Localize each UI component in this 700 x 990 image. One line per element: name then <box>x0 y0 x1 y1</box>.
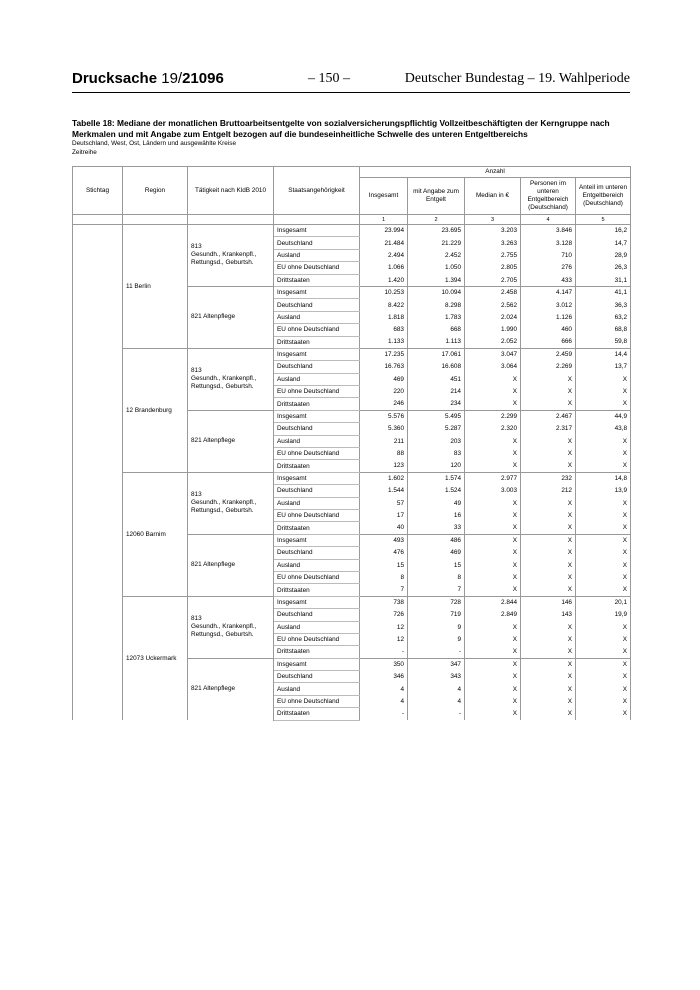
staatsangehoerigkeit-cell: Ausland <box>274 559 360 571</box>
value-cell: X <box>521 695 576 707</box>
value-cell: 16.763 <box>360 361 408 373</box>
value-cell: X <box>465 435 521 447</box>
value-cell: 23.695 <box>408 225 465 237</box>
value-cell: X <box>576 683 631 695</box>
value-cell: X <box>465 646 521 658</box>
value-cell: 1.126 <box>521 311 576 323</box>
value-cell: 2.805 <box>465 262 521 274</box>
staatsangehoerigkeit-cell: Insgesamt <box>274 472 360 484</box>
staatsangehoerigkeit-cell: Ausland <box>274 497 360 509</box>
value-cell: X <box>576 522 631 534</box>
value-cell: X <box>576 398 631 410</box>
value-cell: X <box>576 571 631 583</box>
staatsangehoerigkeit-cell: Drittstaaten <box>274 522 360 534</box>
staatsangehoerigkeit-cell: EU ohne Deutschland <box>274 448 360 460</box>
value-cell: 4 <box>408 683 465 695</box>
value-cell: 3.203 <box>465 225 521 237</box>
value-cell: 2.755 <box>465 249 521 261</box>
value-cell: 8 <box>360 571 408 583</box>
value-cell: 2.317 <box>521 423 576 435</box>
value-cell: 12 <box>360 621 408 633</box>
value-cell: 9 <box>408 633 465 645</box>
staatsangehoerigkeit-cell: Drittstaaten <box>274 336 360 348</box>
value-cell: X <box>576 509 631 521</box>
value-cell: X <box>465 584 521 596</box>
value-cell: 2.849 <box>465 609 521 621</box>
value-cell: X <box>465 534 521 546</box>
value-cell: 17.235 <box>360 348 408 360</box>
value-cell: 57 <box>360 497 408 509</box>
taetigkeit-cell: 821 Altenpflege <box>188 286 274 348</box>
value-cell: 23.994 <box>360 225 408 237</box>
value-cell: 2.705 <box>465 274 521 286</box>
value-cell: 16 <box>408 509 465 521</box>
value-cell: 21.229 <box>408 237 465 249</box>
col-number-3: 3 <box>465 215 521 225</box>
value-cell: X <box>576 621 631 633</box>
document-number: Drucksache 19/21096 <box>72 70 224 87</box>
value-cell: 2.458 <box>465 286 521 298</box>
value-cell: 12 <box>360 633 408 645</box>
value-cell: 4 <box>360 695 408 707</box>
value-cell: 10.094 <box>408 286 465 298</box>
value-cell: 1.818 <box>360 311 408 323</box>
value-cell: 5.495 <box>408 410 465 422</box>
value-cell: 120 <box>408 460 465 472</box>
staatsangehoerigkeit-cell: Deutschland <box>274 237 360 249</box>
col-number-2: 2 <box>408 215 465 225</box>
staatsangehoerigkeit-cell: Drittstaaten <box>274 398 360 410</box>
value-cell: 20,1 <box>576 596 631 608</box>
table-row <box>73 225 631 237</box>
value-cell: 1.574 <box>408 472 465 484</box>
value-cell: - <box>408 708 465 720</box>
value-cell: 26,3 <box>576 262 631 274</box>
staatsangehoerigkeit-cell: Deutschland <box>274 299 360 311</box>
value-cell: 10.253 <box>360 286 408 298</box>
col-anzahl: Anzahl <box>360 167 631 178</box>
page-header <box>72 70 630 92</box>
value-cell: X <box>576 373 631 385</box>
value-cell: 17 <box>360 509 408 521</box>
value-cell: 710 <box>521 249 576 261</box>
value-cell: 36,3 <box>576 299 631 311</box>
value-cell: 3.128 <box>521 237 576 249</box>
value-cell: 3.064 <box>465 361 521 373</box>
publisher: Deutscher Bundestag – 19. Wahlperiode <box>404 71 630 86</box>
staatsangehoerigkeit-cell: Insgesamt <box>274 225 360 237</box>
staatsangehoerigkeit-cell: EU ohne Deutschland <box>274 509 360 521</box>
staatsangehoerigkeit-cell: Drittstaaten <box>274 584 360 596</box>
value-cell: 1.990 <box>465 324 521 336</box>
value-cell: X <box>576 559 631 571</box>
value-cell: X <box>576 584 631 596</box>
value-cell: 2.024 <box>465 311 521 323</box>
value-cell: 347 <box>408 658 465 670</box>
value-cell: 1.544 <box>360 485 408 497</box>
value-cell: X <box>521 671 576 683</box>
value-cell: 343 <box>408 671 465 683</box>
value-cell: 1.066 <box>360 262 408 274</box>
col-stichtag: Stichtag <box>73 167 123 215</box>
value-cell: 3.846 <box>521 225 576 237</box>
staatsangehoerigkeit-cell: Deutschland <box>274 361 360 373</box>
value-cell: X <box>576 386 631 398</box>
value-cell: 668 <box>408 324 465 336</box>
staatsangehoerigkeit-cell: Ausland <box>274 621 360 633</box>
value-cell: X <box>465 547 521 559</box>
value-cell: X <box>521 373 576 385</box>
value-cell: 1.133 <box>360 336 408 348</box>
staatsangehoerigkeit-cell: Deutschland <box>274 485 360 497</box>
taetigkeit-cell: 813 Gesundh., Krankenpfl., Rettungsd., Geburtsh. <box>188 596 274 658</box>
value-cell: 33 <box>408 522 465 534</box>
staatsangehoerigkeit-cell: Ausland <box>274 311 360 323</box>
value-cell: X <box>521 658 576 670</box>
value-cell: 19,9 <box>576 609 631 621</box>
value-cell: X <box>521 509 576 521</box>
region-cell: 12 Brandenburg <box>123 348 188 472</box>
value-cell: 738 <box>360 596 408 608</box>
value-cell: 2.269 <box>521 361 576 373</box>
value-cell: - <box>360 708 408 720</box>
value-cell: 4 <box>360 683 408 695</box>
value-cell: X <box>576 460 631 472</box>
value-cell: 350 <box>360 658 408 670</box>
value-cell: X <box>465 509 521 521</box>
value-cell: 1.783 <box>408 311 465 323</box>
value-cell: 2.452 <box>408 249 465 261</box>
value-cell: 7 <box>360 584 408 596</box>
taetigkeit-cell: 813 Gesundh., Krankenpfl., Rettungsd., Geburtsh. <box>188 348 274 410</box>
value-cell: 15 <box>360 559 408 571</box>
value-cell: 493 <box>360 534 408 546</box>
value-cell: 211 <box>360 435 408 447</box>
staatsangehoerigkeit-cell: Ausland <box>274 373 360 385</box>
value-cell: 1.394 <box>408 274 465 286</box>
value-cell: 232 <box>521 472 576 484</box>
value-cell: X <box>521 571 576 583</box>
value-cell: X <box>576 646 631 658</box>
value-cell: X <box>465 695 521 707</box>
value-cell: X <box>521 386 576 398</box>
col-staatsangehoerigkeit: Staatsangehörigkeit <box>274 167 360 215</box>
value-cell: X <box>465 683 521 695</box>
value-cell: 1.113 <box>408 336 465 348</box>
value-cell: 16,2 <box>576 225 631 237</box>
value-cell: 8 <box>408 571 465 583</box>
staatsangehoerigkeit-cell: EU ohne Deutschland <box>274 633 360 645</box>
value-cell: X <box>521 559 576 571</box>
value-cell: X <box>465 559 521 571</box>
value-cell: X <box>521 584 576 596</box>
value-cell: X <box>465 398 521 410</box>
value-cell: 63,2 <box>576 311 631 323</box>
value-cell: 2.320 <box>465 423 521 435</box>
value-cell: 17.061 <box>408 348 465 360</box>
value-cell: X <box>576 547 631 559</box>
col-number-4: 4 <box>521 215 576 225</box>
staatsangehoerigkeit-cell: Ausland <box>274 249 360 261</box>
value-cell: X <box>465 671 521 683</box>
value-cell: X <box>576 671 631 683</box>
value-cell: X <box>521 435 576 447</box>
staatsangehoerigkeit-cell: Drittstaaten <box>274 274 360 286</box>
value-cell: X <box>576 695 631 707</box>
value-cell: X <box>576 708 631 720</box>
table-row <box>73 596 631 608</box>
value-cell: 220 <box>360 386 408 398</box>
value-cell: 16.608 <box>408 361 465 373</box>
value-cell: X <box>465 633 521 645</box>
value-cell: X <box>576 448 631 460</box>
table-subtitle-2: Zeitreihe <box>72 149 97 156</box>
value-cell: 43,8 <box>576 423 631 435</box>
value-cell: 1.602 <box>360 472 408 484</box>
col-personen: Personen im unteren Entgeltbereich (Deutschland) <box>521 178 576 215</box>
col-mit-angabe: mit Angabe zum Entgelt <box>408 178 465 215</box>
value-cell: 88 <box>360 448 408 460</box>
value-cell: 14,4 <box>576 348 631 360</box>
value-cell: X <box>521 621 576 633</box>
value-cell: 123 <box>360 460 408 472</box>
value-cell: X <box>576 435 631 447</box>
staatsangehoerigkeit-cell: EU ohne Deutschland <box>274 386 360 398</box>
taetigkeit-cell: 821 Altenpflege <box>188 658 274 720</box>
value-cell: 49 <box>408 497 465 509</box>
header-rule <box>72 92 630 93</box>
value-cell: 726 <box>360 609 408 621</box>
table-row <box>73 472 631 484</box>
value-cell: 4.147 <box>521 286 576 298</box>
value-cell: 8.298 <box>408 299 465 311</box>
staatsangehoerigkeit-cell: EU ohne Deutschland <box>274 695 360 707</box>
value-cell: X <box>521 708 576 720</box>
taetigkeit-cell: 813 Gesundh., Krankenpfl., Rettungsd., Geburtsh. <box>188 472 274 534</box>
value-cell: 5.360 <box>360 423 408 435</box>
value-cell: 683 <box>360 324 408 336</box>
value-cell: 469 <box>408 547 465 559</box>
value-cell: 28,9 <box>576 249 631 261</box>
staatsangehoerigkeit-cell: Deutschland <box>274 423 360 435</box>
value-cell: X <box>576 534 631 546</box>
value-cell: 14,8 <box>576 472 631 484</box>
page-number: – 150 – <box>308 71 350 86</box>
value-cell: X <box>521 398 576 410</box>
value-cell: 59,8 <box>576 336 631 348</box>
value-cell: 476 <box>360 547 408 559</box>
value-cell: 7 <box>408 584 465 596</box>
value-cell: 143 <box>521 609 576 621</box>
taetigkeit-cell: 821 Altenpflege <box>188 534 274 596</box>
table-subtitle: Deutschland, West, Ost, Ländern und ausgewählte Kreise <box>72 140 237 147</box>
value-cell: 21.484 <box>360 237 408 249</box>
col-region: Region <box>123 167 188 215</box>
table-title: Tabelle 18: Mediane der monatlichen Bruttoarbeitsentgelte von sozialversicherungspflichtig Vollzeitbeschäftigten der Kerngruppe nach Merkmalen und mit Angabe zum Entgelt bezogen auf die bundeseinheitliche Schwelle des unteren Entgeltbereichs <box>72 118 610 139</box>
value-cell: X <box>521 633 576 645</box>
value-cell: 15 <box>408 559 465 571</box>
value-cell: X <box>521 683 576 695</box>
value-cell: 203 <box>408 435 465 447</box>
value-cell: 1.050 <box>408 262 465 274</box>
value-cell: 31,1 <box>576 274 631 286</box>
value-cell: X <box>521 497 576 509</box>
col-anteil: Anteil im unteren Entgeltbereich (Deutschland) <box>576 178 631 215</box>
table-body <box>73 225 631 721</box>
value-cell: 5.287 <box>408 423 465 435</box>
value-cell: 2.562 <box>465 299 521 311</box>
value-cell: 41,1 <box>576 286 631 298</box>
value-cell: 9 <box>408 621 465 633</box>
value-cell: 433 <box>521 274 576 286</box>
table-row <box>73 348 631 360</box>
staatsangehoerigkeit-cell: Insgesamt <box>274 286 360 298</box>
value-cell: 8.422 <box>360 299 408 311</box>
value-cell: 486 <box>408 534 465 546</box>
staatsangehoerigkeit-cell: Ausland <box>274 683 360 695</box>
value-cell: 451 <box>408 373 465 385</box>
col-number-5: 5 <box>576 215 631 225</box>
region-cell: 12073 Uckermark <box>123 596 188 720</box>
value-cell: - <box>360 646 408 658</box>
value-cell: X <box>576 497 631 509</box>
value-cell: 276 <box>521 262 576 274</box>
value-cell: 346 <box>360 671 408 683</box>
staatsangehoerigkeit-cell: EU ohne Deutschland <box>274 324 360 336</box>
value-cell: 83 <box>408 448 465 460</box>
staatsangehoerigkeit-cell: Deutschland <box>274 547 360 559</box>
value-cell: X <box>576 658 631 670</box>
col-number-1: 1 <box>360 215 408 225</box>
value-cell: X <box>465 708 521 720</box>
value-cell: X <box>465 386 521 398</box>
value-cell: 14,7 <box>576 237 631 249</box>
taetigkeit-cell: 813 Gesundh., Krankenpfl., Rettungsd., Geburtsh. <box>188 225 274 287</box>
value-cell: 68,8 <box>576 324 631 336</box>
staatsangehoerigkeit-cell: Drittstaaten <box>274 460 360 472</box>
value-cell: X <box>465 460 521 472</box>
value-cell: 719 <box>408 609 465 621</box>
staatsangehoerigkeit-cell: Deutschland <box>274 671 360 683</box>
staatsangehoerigkeit-cell: Insgesamt <box>274 348 360 360</box>
col-insgesamt: Insgesamt <box>360 178 408 215</box>
value-cell: X <box>465 522 521 534</box>
value-cell: 3.047 <box>465 348 521 360</box>
value-cell: 469 <box>360 373 408 385</box>
region-cell: 12060 Barnim <box>123 472 188 596</box>
value-cell: X <box>521 460 576 472</box>
value-cell: 3.012 <box>521 299 576 311</box>
value-cell: X <box>465 571 521 583</box>
staatsangehoerigkeit-cell: Insgesamt <box>274 596 360 608</box>
value-cell: X <box>521 646 576 658</box>
value-cell: X <box>465 621 521 633</box>
value-cell: 666 <box>521 336 576 348</box>
value-cell: X <box>465 373 521 385</box>
staatsangehoerigkeit-cell: Insgesamt <box>274 534 360 546</box>
value-cell: 1.420 <box>360 274 408 286</box>
value-cell: X <box>521 534 576 546</box>
value-cell: 44,9 <box>576 410 631 422</box>
staatsangehoerigkeit-cell: Drittstaaten <box>274 646 360 658</box>
value-cell: X <box>465 448 521 460</box>
value-cell: 2.459 <box>521 348 576 360</box>
value-cell: 2.052 <box>465 336 521 348</box>
value-cell: X <box>521 522 576 534</box>
value-cell: X <box>576 633 631 645</box>
stichtag-cell <box>73 225 123 721</box>
value-cell: 13,9 <box>576 485 631 497</box>
value-cell: 2.299 <box>465 410 521 422</box>
value-cell: 234 <box>408 398 465 410</box>
staatsangehoerigkeit-cell: EU ohne Deutschland <box>274 571 360 583</box>
value-cell: 2.844 <box>465 596 521 608</box>
region-cell: 11 Berlin <box>123 225 188 349</box>
staatsangehoerigkeit-cell: Drittstaaten <box>274 708 360 720</box>
value-cell: 1.524 <box>408 485 465 497</box>
staatsangehoerigkeit-cell: Insgesamt <box>274 410 360 422</box>
col-median: Median in € <box>465 178 521 215</box>
value-cell: 5.576 <box>360 410 408 422</box>
value-cell: 146 <box>521 596 576 608</box>
value-cell: 214 <box>408 386 465 398</box>
taetigkeit-cell: 821 Altenpflege <box>188 410 274 472</box>
value-cell: 3.263 <box>465 237 521 249</box>
staatsangehoerigkeit-cell: Ausland <box>274 435 360 447</box>
value-cell: 13,7 <box>576 361 631 373</box>
value-cell: 212 <box>521 485 576 497</box>
value-cell: 2.494 <box>360 249 408 261</box>
value-cell: X <box>521 547 576 559</box>
value-cell: X <box>465 658 521 670</box>
value-cell: 3.003 <box>465 485 521 497</box>
staatsangehoerigkeit-cell: EU ohne Deutschland <box>274 262 360 274</box>
value-cell: 728 <box>408 596 465 608</box>
col-taetigkeit: Tätigkeit nach KldB 2010 <box>188 167 274 215</box>
value-cell: 246 <box>360 398 408 410</box>
value-cell: - <box>408 646 465 658</box>
value-cell: 2.977 <box>465 472 521 484</box>
value-cell: 460 <box>521 324 576 336</box>
value-cell: X <box>465 497 521 509</box>
staatsangehoerigkeit-cell: Deutschland <box>274 609 360 621</box>
value-cell: X <box>521 448 576 460</box>
value-cell: 2.467 <box>521 410 576 422</box>
value-cell: 4 <box>408 695 465 707</box>
data-table <box>72 166 631 721</box>
value-cell: 40 <box>360 522 408 534</box>
staatsangehoerigkeit-cell: Insgesamt <box>274 658 360 670</box>
